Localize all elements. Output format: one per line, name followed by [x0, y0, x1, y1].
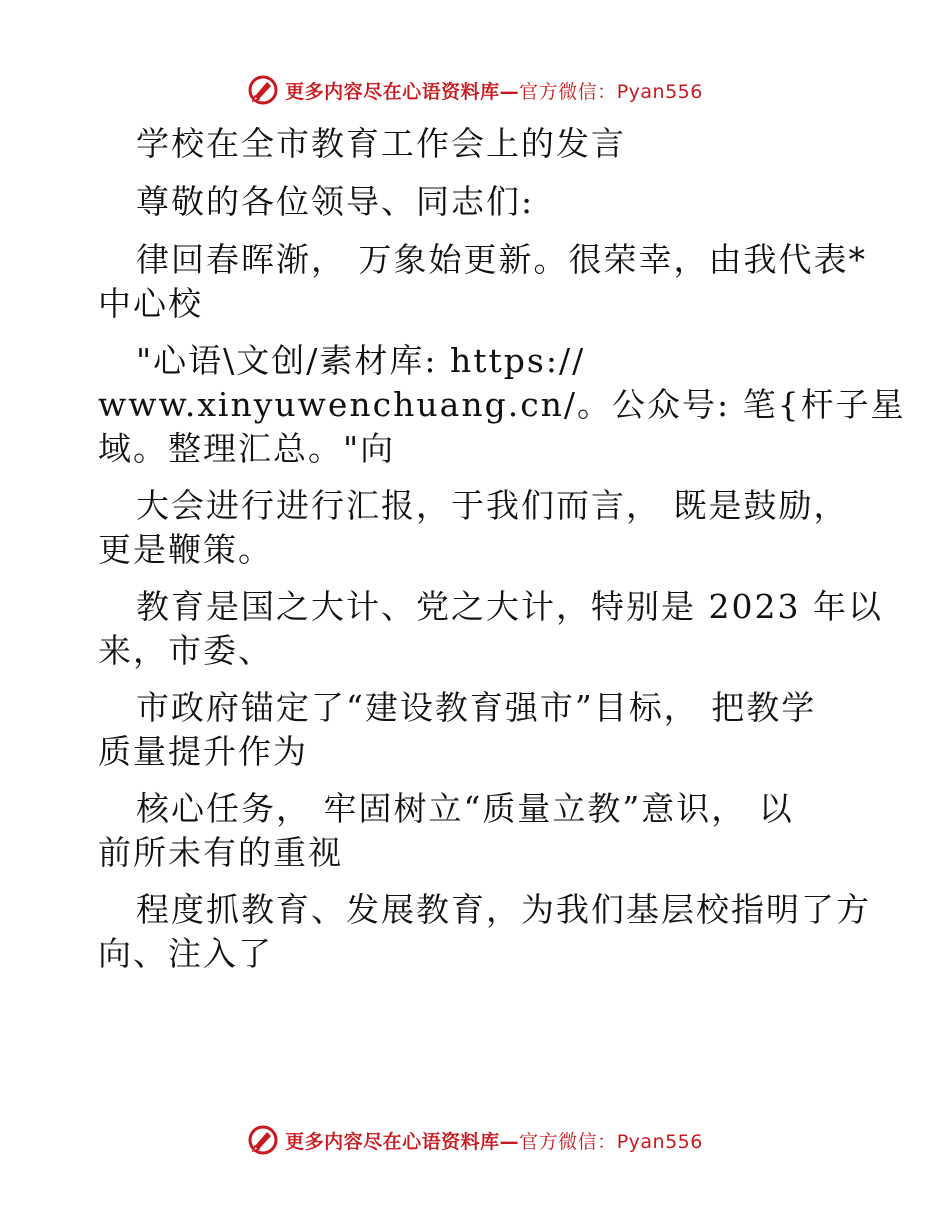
- salutation: 尊敬的各位领导、同志们:: [136, 182, 535, 221]
- document-title: 学校在全市教育工作会上的发言: [136, 124, 626, 163]
- paragraph-line: www.xinyuwenchuang.cn/。公众号: 笔{杆子星: [98, 385, 906, 424]
- paragraph-line: 大会进行进行汇报，于我们而言， 既是鼓励，: [136, 486, 849, 525]
- document-body: [98, 122, 906, 976]
- header-watermark-banner: [0, 70, 950, 110]
- paragraph-line: 更是鞭策。: [98, 530, 273, 569]
- pen-logo-icon: [247, 1124, 279, 1156]
- paragraph-line: 向、注入了: [98, 934, 273, 973]
- paragraph-line: "心语\文创/素材库: https://: [136, 341, 586, 380]
- paragraph-line: 核心任务， 牢固树立“质量立教”意识， 以: [136, 789, 794, 828]
- paragraph-line: 教育是国之大计、党之大计，特别是 2023 年以: [136, 587, 883, 626]
- paragraph-line: 中心校: [98, 284, 203, 323]
- paragraph-line: 市政府锚定了“建设教育强市”目标， 把教学: [136, 688, 817, 727]
- paragraph-line: 程度抓教育、发展教育，为我们基层校指明了方: [136, 890, 871, 929]
- paragraph-line: 来，市委、: [98, 631, 273, 670]
- banner-text: 更多内容尽在心语资料库—官方微信：Pyan556: [285, 80, 703, 103]
- banner-text: 更多内容尽在心语资料库—官方微信：Pyan556: [285, 1130, 703, 1153]
- paragraph-line: 质量提升作为: [98, 732, 308, 771]
- paragraph-line: 域。整理汇总。"向: [98, 429, 396, 468]
- footer-watermark-banner: [0, 1120, 950, 1160]
- paragraph-line: 前所未有的重视: [98, 833, 343, 872]
- paragraph-line: 律回春晖渐， 万象始更新。很荣幸，由我代表*: [136, 240, 867, 279]
- pen-logo-icon: [247, 74, 279, 106]
